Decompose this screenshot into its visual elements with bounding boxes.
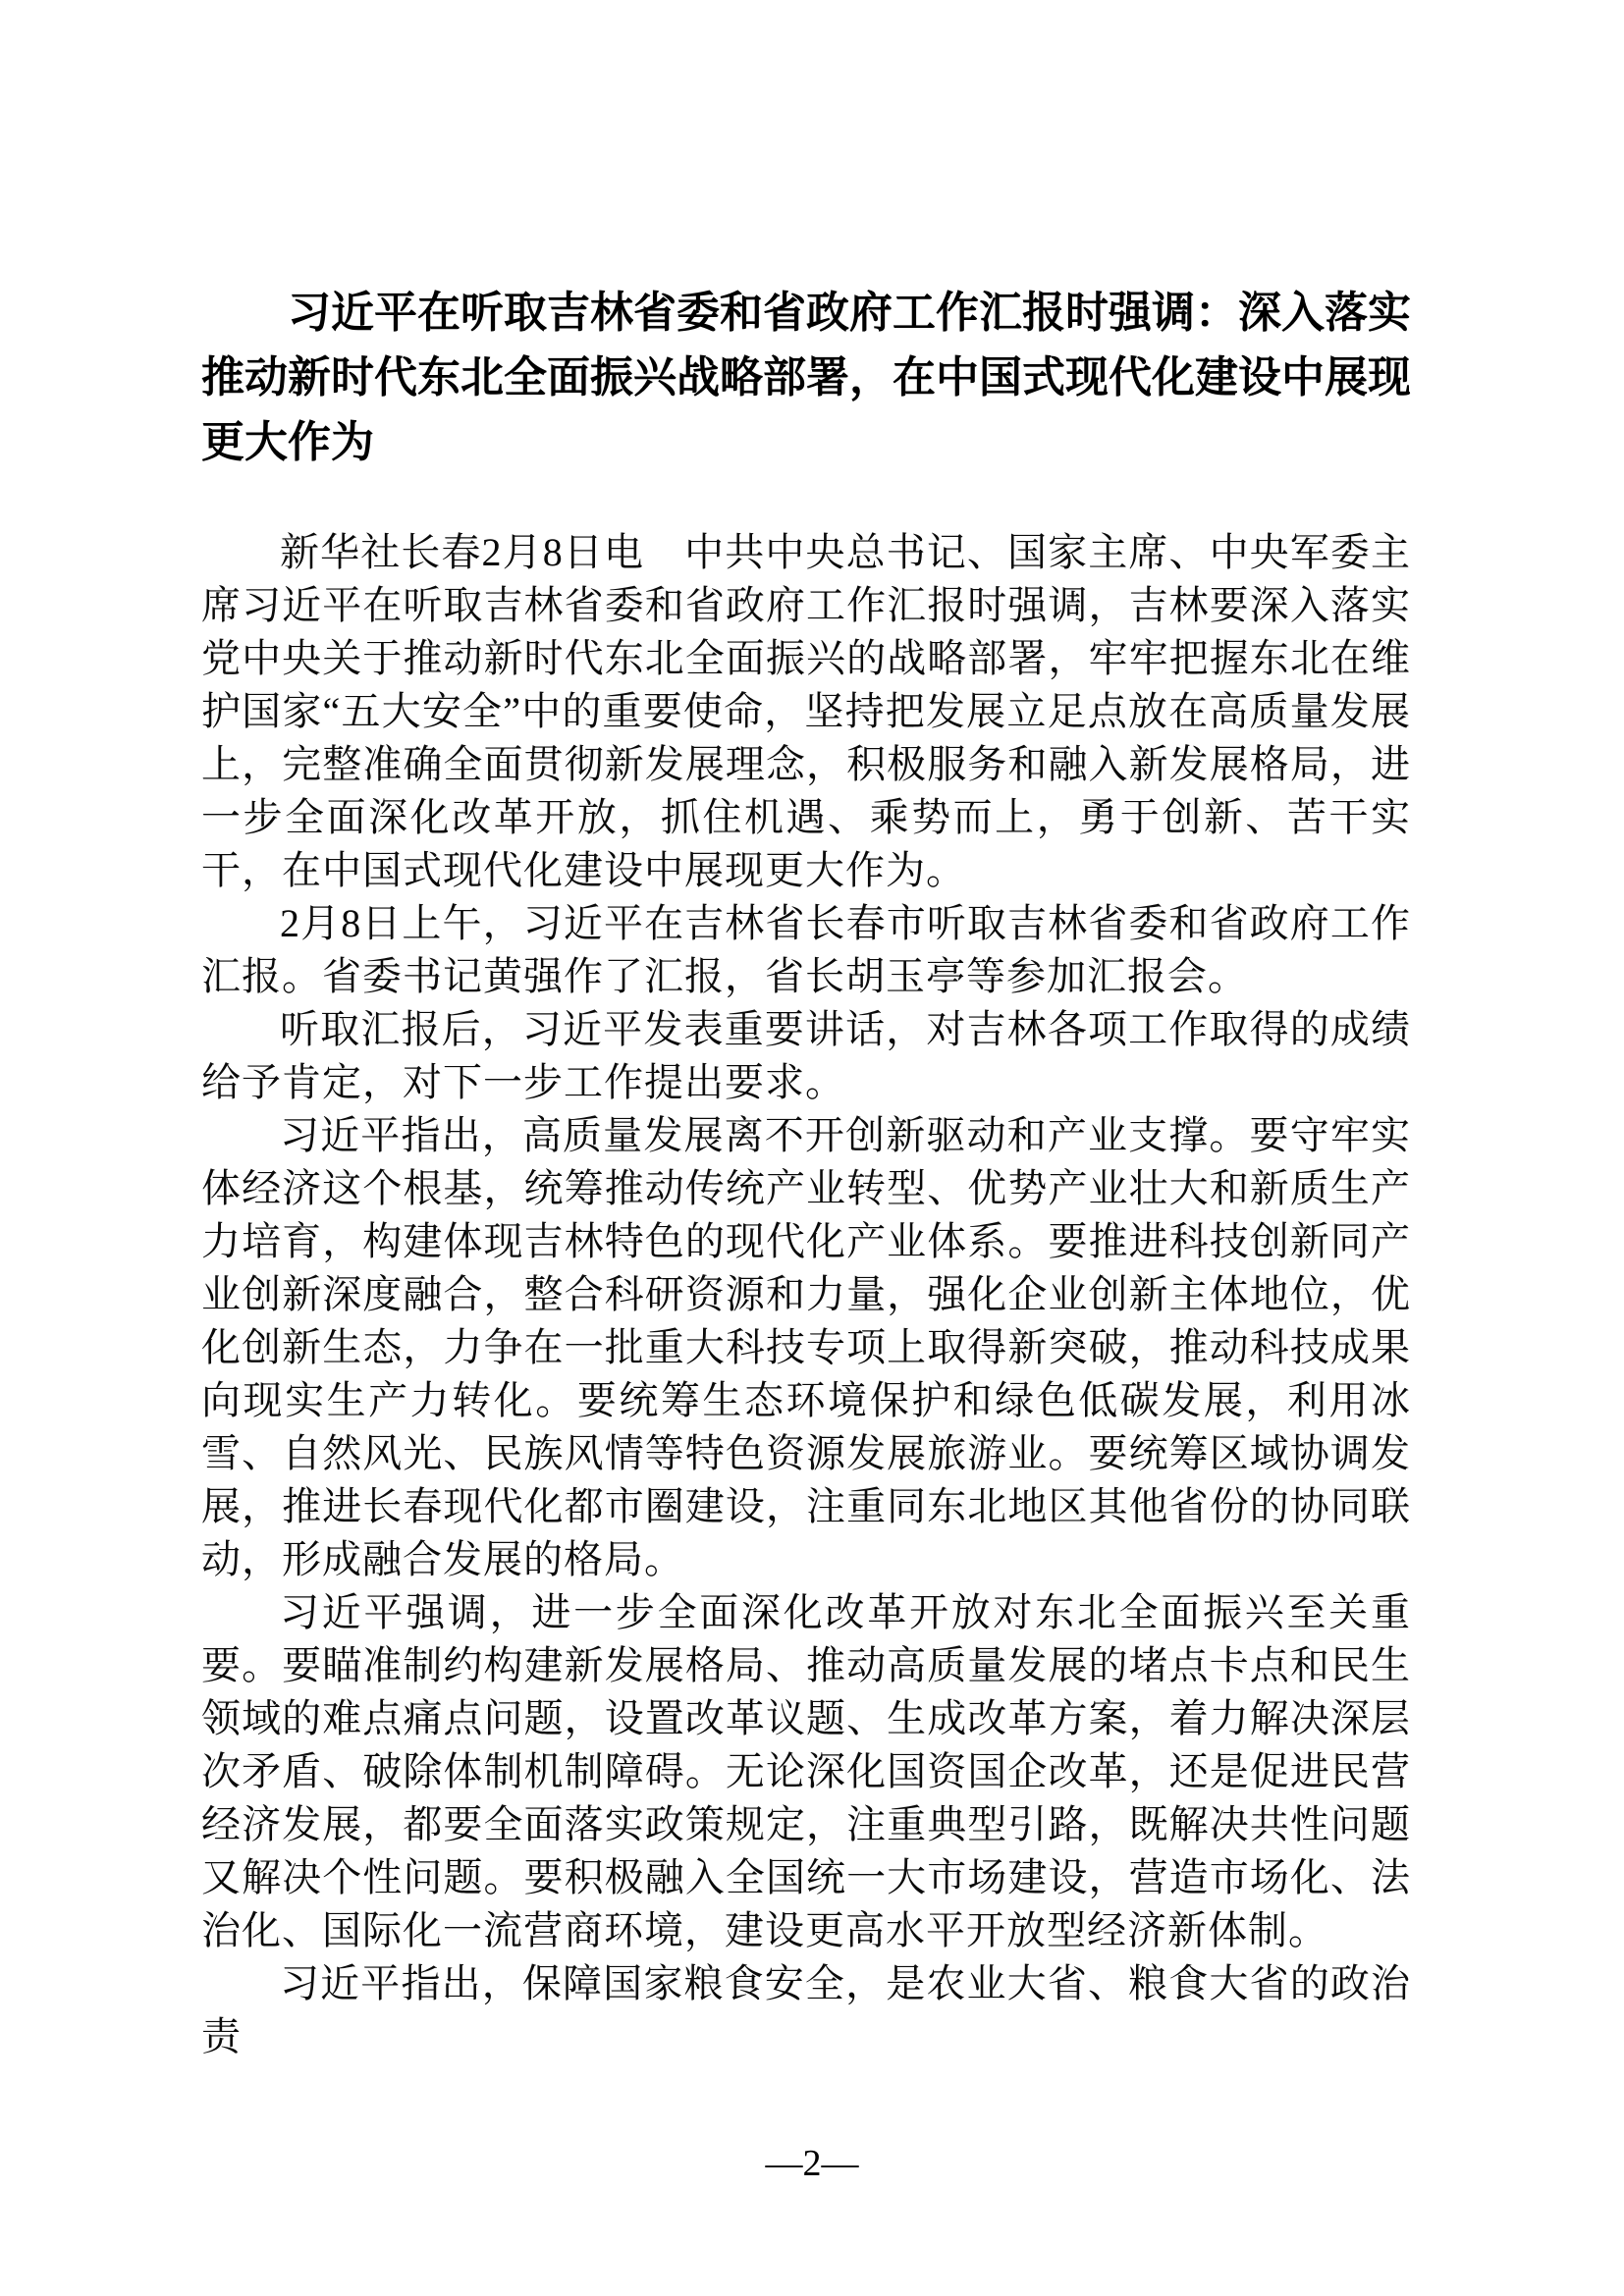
page-number: —2—	[765, 2143, 859, 2184]
article-title: 习近平在听取吉林省委和省政府工作汇报时强调：深入落实推动新时代东北全面振兴战略部署，在中国式现代化建设中展现更大作为	[201, 289, 1411, 466]
article	[201, 281, 1411, 2063]
paragraph: 习近平强调，进一步全面深化改革开放对东北全面振兴至关重要。要瞄准制约构建新发展格局、推动高质量发展的堵点卡点和民生领域的难点痛点问题，设置改革议题、生成改革方案，着力解决深层次矛盾、破除体制机制障碍。无论深化国资国企改革，还是促进民营经济发展，都要全面落实政策规定，注重典型引路，既解决共性问题又解决个性问题。要积极融入全国统一大市场建设，营造市场化、法治化、国际化一流营商环境，建设更高水平开放型经济新体制。	[201, 1590, 1411, 1952]
paragraph: 2月8日上午，习近平在吉林省长春市听取吉林省委和省政府工作汇报。省委书记黄强作了汇报，省长胡玉亭等参加汇报会。	[201, 901, 1411, 998]
article-body	[201, 526, 1411, 2063]
paragraph: 习近平指出，保障国家粮食安全，是农业大省、粮食大省的政治责	[201, 1961, 1411, 2058]
paragraph: 新华社长春2月8日电 中共中央总书记、国家主席、中央军委主席习近平在听取吉林省委和省政府工作汇报时强调，吉林要深入落实党中央关于推动新时代东北全面振兴的战略部署，牢牢把握东北在维护国家“五大安全”中的重要使命，坚持把发展立足点放在高质量发展上，完整准确全面贯彻新发展理念，积极服务和融入新发展格局，进一步全面深化改革开放，抓住机遇、乘势而上，勇于创新、苦干实干，在中国式现代化建设中展现更大作为。	[201, 530, 1411, 892]
paragraph: 习近平指出，高质量发展离不开创新驱动和产业支撑。要守牢实体经济这个根基，统筹推动传统产业转型、优势产业壮大和新质生产力培育，构建体现吉林特色的现代化产业体系。要推进科技创新同产业创新深度融合，整合科研资源和力量，强化企业创新主体地位，优化创新生态，力争在一批重大科技专项上取得新突破，推动科技成果向现实生产力转化。要统筹生态环境保护和绿色低碳发展，利用冰雪、自然风光、民族风情等特色资源发展旅游业。要统筹区域协调发展，推进长春现代化都市圈建设，注重同东北地区其他省份的协同联动，形成融合发展的格局。	[201, 1113, 1411, 1581]
paragraph: 听取汇报后，习近平发表重要讲话，对吉林各项工作取得的成绩给予肯定，对下一步工作提出要求。	[201, 1007, 1411, 1104]
